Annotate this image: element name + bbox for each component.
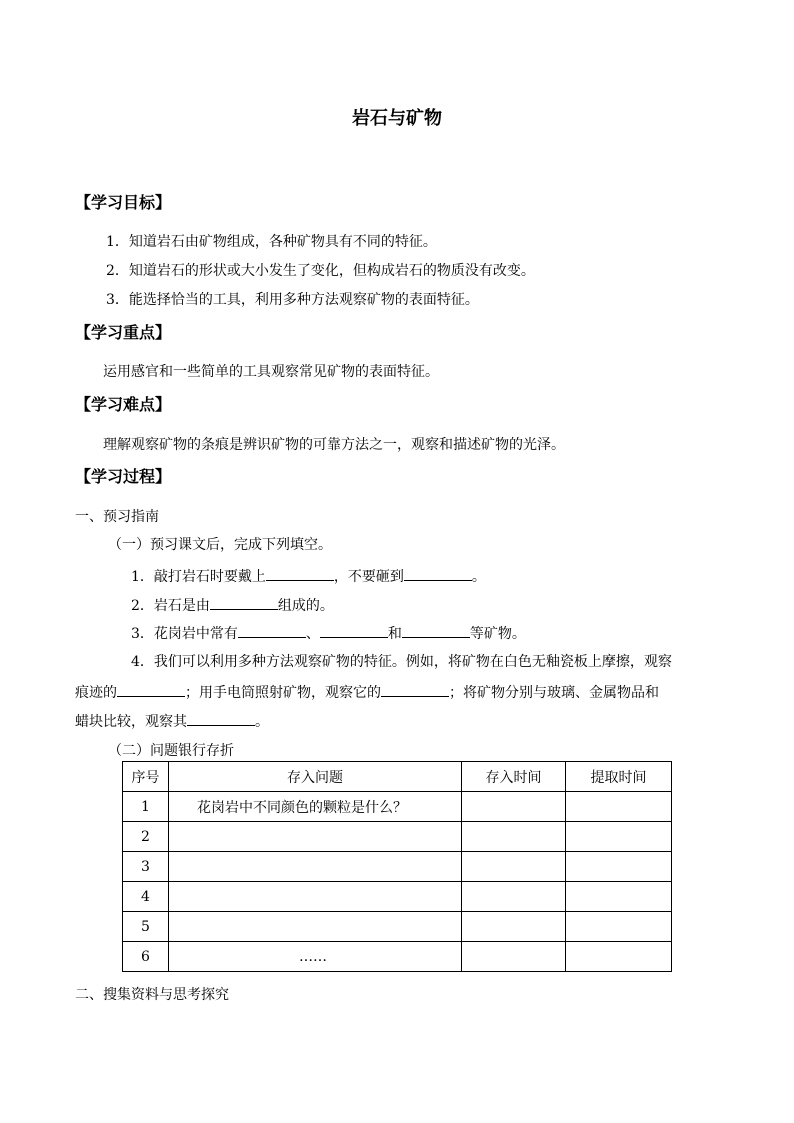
row-withdraw-time[interactable]	[566, 822, 672, 852]
answer-blank[interactable]	[117, 681, 185, 697]
header-deposit-time: 存入时间	[462, 762, 566, 792]
answer-blank[interactable]	[238, 622, 306, 638]
row-question[interactable]: 花岗岩中不同颜色的颗粒是什么？	[169, 792, 462, 822]
header-index: 序号	[123, 762, 169, 792]
row-deposit-time[interactable]	[462, 882, 566, 912]
answer-blank[interactable]	[320, 622, 388, 638]
question-4-line-1: 4．我们可以利用多种方法观察矿物的特征。例如，将矿物在白色无釉瓷板上摩擦，观察	[131, 654, 672, 670]
row-index: 1	[123, 792, 169, 822]
row-deposit-time[interactable]	[462, 912, 566, 942]
answer-blank[interactable]	[402, 622, 470, 638]
row-index: 3	[123, 852, 169, 882]
row-withdraw-time[interactable]	[566, 942, 672, 972]
objective-item-2: 2．知道岩石的形状或大小发生了变化，但构成岩石的物质没有改变。	[106, 263, 535, 279]
row-index: 6	[123, 942, 169, 972]
row-deposit-time[interactable]	[462, 942, 566, 972]
difficulties-heading: 【学习难点】	[75, 395, 172, 414]
question-1: 1．敲打岩石时要戴上 ，不要砸到 。	[131, 565, 486, 587]
row-index: 4	[123, 882, 169, 912]
answer-blank[interactable]	[187, 710, 255, 726]
question-4-line-2: 痕迹的 ；用手电筒照射矿物，观察它的 ；将矿物分别与玻璃、金属物品和	[75, 681, 659, 703]
row-question[interactable]	[169, 882, 462, 912]
row-index: 5	[123, 912, 169, 942]
row-question[interactable]	[169, 852, 462, 882]
table-header-row	[123, 762, 672, 792]
answer-blank[interactable]	[210, 594, 278, 610]
subsection-1-title: （一）预习课文后，完成下列填空。	[108, 537, 332, 553]
row-withdraw-time[interactable]	[566, 792, 672, 822]
row-question[interactable]	[169, 912, 462, 942]
objective-item-1: 1．知道岩石由矿物组成，各种矿物具有不同的特征。	[106, 234, 437, 250]
page-title: 岩石与矿物	[352, 108, 442, 129]
table-row	[123, 792, 672, 822]
row-withdraw-time[interactable]	[566, 852, 672, 882]
row-question[interactable]	[169, 822, 462, 852]
objectives-heading: 【学习目标】	[75, 193, 172, 212]
row-index: 2	[123, 822, 169, 852]
row-deposit-time[interactable]	[462, 852, 566, 882]
answer-blank[interactable]	[381, 681, 449, 697]
question-3: 3．花岗岩中常有 、 和 等矿物。	[131, 622, 526, 644]
header-question: 存入问题	[169, 762, 462, 792]
table-row	[123, 942, 672, 972]
question-4-line-3: 蜡块比较，观察其 。	[75, 710, 269, 732]
row-deposit-time[interactable]	[462, 792, 566, 822]
answer-blank[interactable]	[404, 565, 472, 581]
key-points-text: 运用感官和一些简单的工具观察常见矿物的表面特征。	[103, 364, 439, 380]
answer-blank[interactable]	[266, 565, 334, 581]
row-withdraw-time[interactable]	[566, 912, 672, 942]
table-row	[123, 822, 672, 852]
difficulties-text: 理解观察矿物的条痕是辨识矿物的可靠方法之一，观察和描述矿物的光泽。	[103, 437, 565, 453]
row-deposit-time[interactable]	[462, 822, 566, 852]
key-points-heading: 【学习重点】	[75, 323, 172, 342]
subsection-2-title: （二）问题银行存折	[108, 743, 234, 759]
header-withdraw-time: 提取时间	[566, 762, 672, 792]
table-row	[123, 882, 672, 912]
question-bank-table	[122, 761, 672, 972]
question-2: 2．岩石是由 组成的。	[131, 594, 334, 616]
section-1-title: 一、预习指南	[75, 509, 159, 525]
row-question[interactable]: ……	[169, 942, 462, 972]
section-2-title: 二、搜集资料与思考探究	[75, 987, 229, 1003]
objective-item-3: 3．能选择恰当的工具，利用多种方法观察矿物的表面特征。	[106, 292, 479, 308]
process-heading: 【学习过程】	[75, 467, 172, 486]
row-withdraw-time[interactable]	[566, 882, 672, 912]
table-row	[123, 852, 672, 882]
table-row	[123, 912, 672, 942]
